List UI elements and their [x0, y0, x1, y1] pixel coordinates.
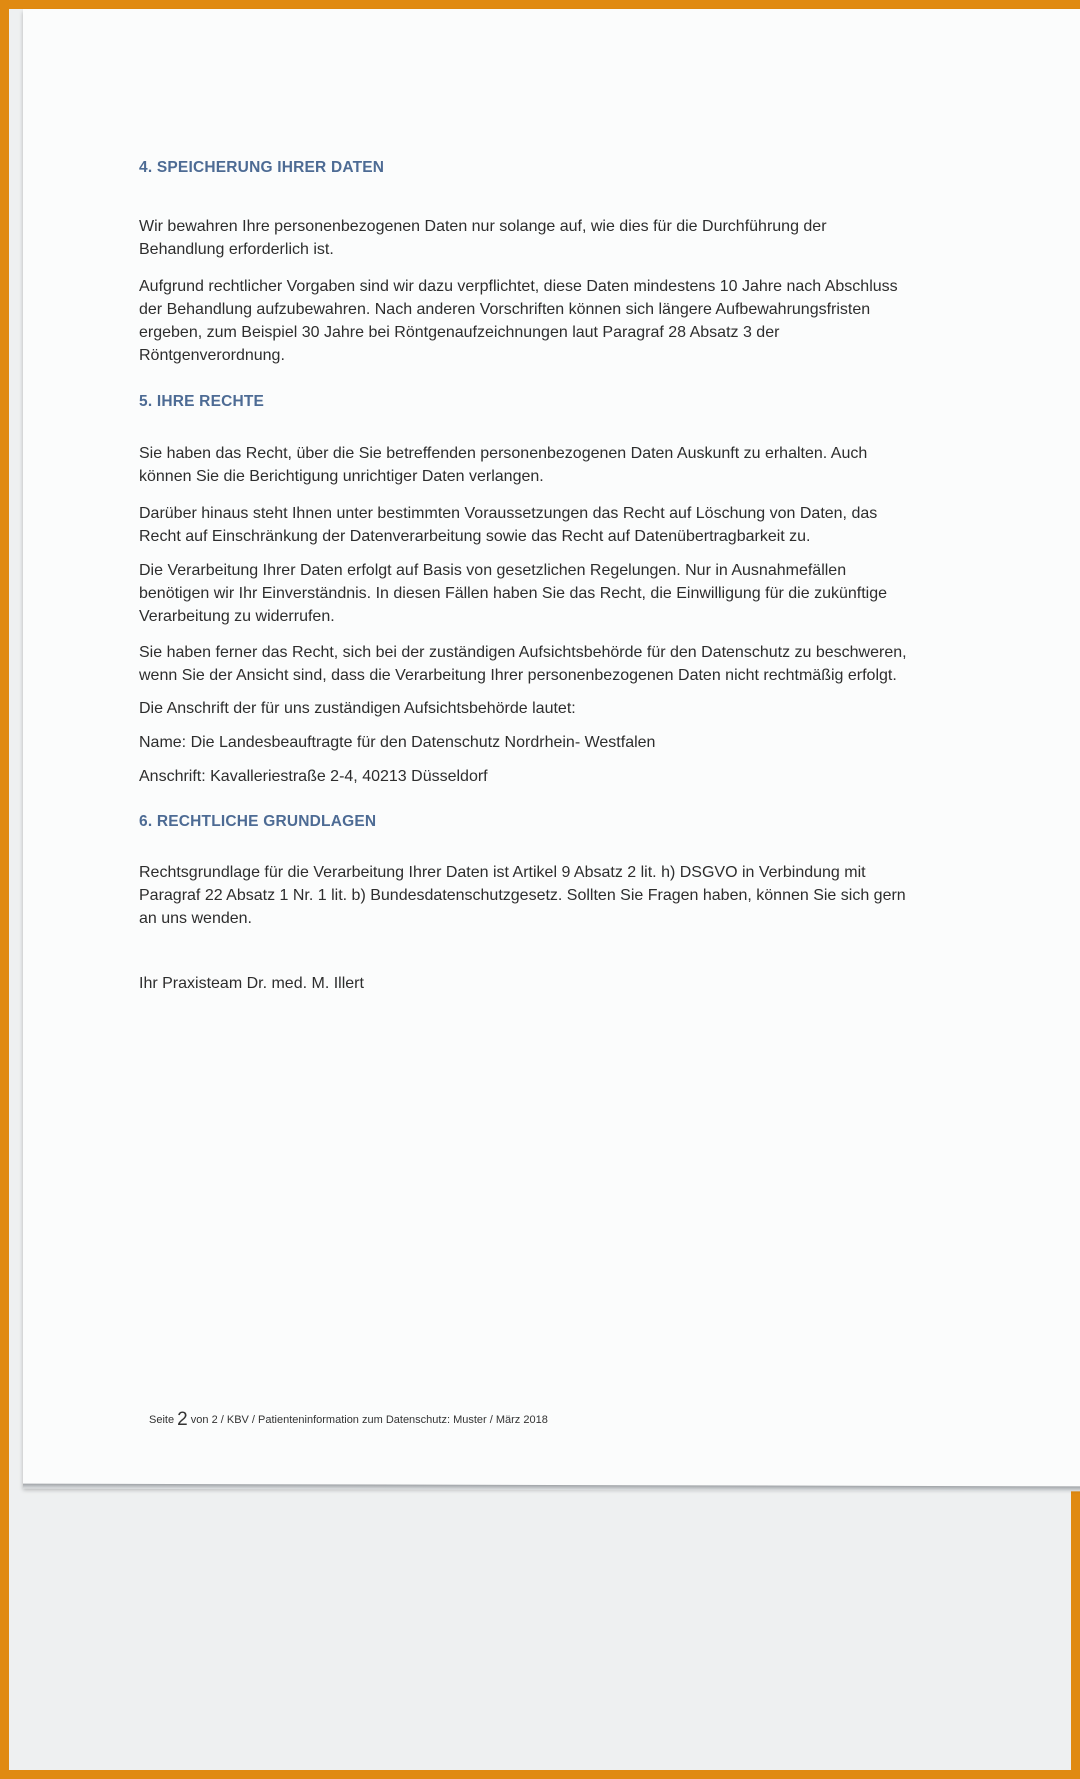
section-5-paragraph-4: Sie haben ferner das Recht, sich bei der zuständigen Aufsichtsbehörde für den Datenschutz zu beschweren, wenn Sie der Ansicht sind, dass die Verarbeitung Ihrer personenbezogenen Daten nicht rechtmäßig erfolgt. — [139, 644, 907, 684]
section-5-paragraph-3: Die Verarbeitung Ihrer Daten erfolgt auf Basis von gesetzlichen Regelungen. Nur in Ausnahmefällen benötigen wir Ihr Einverständnis. In diesen Fällen haben Sie das Recht, die Einwilligung für die zukünftige Verarbeitung zu widerrufen. — [139, 562, 887, 625]
footer-suffix: von 2 / KBV / Patienteninformation zum Datenschutz: Muster / März 2018 — [187, 1414, 548, 1426]
signature-line: Ihr Praxisteam Dr. med. M. Illert — [139, 975, 364, 992]
page-footer — [149, 1409, 548, 1431]
document-page — [23, 9, 1080, 1487]
section-6-paragraph-1: Rechtsgrundlage für die Verarbeitung Ihrer Daten ist Artikel 9 Absatz 2 lit. h) DSGVO in Verbindung mit Paragraf 22 Absatz 1 Nr. 1 lit. b) Bundesdatenschutzgesetz. Sollten Sie Fragen haben, können Sie sich gern an uns wenden. — [139, 864, 906, 927]
footer-prefix: Seite — [149, 1414, 178, 1426]
section-4-paragraph-1: Wir bewahren Ihre personenbezogenen Daten nur solange auf, wie dies für die Durchführung der Behandlung erforderlich ist. — [139, 218, 827, 258]
section-4-heading: 4. SPEICHERUNG IHRER DATEN — [139, 159, 385, 176]
section-5-paragraph-2: Darüber hinaus steht Ihnen unter bestimmten Voraussetzungen das Recht auf Löschung von Daten, das Recht auf Einschränkung der Datenverarbeitung sowie das Recht auf Datenübertragbarkeit zu. — [139, 505, 878, 545]
section-4-paragraph-2: Aufgrund rechtlicher Vorgaben sind wir dazu verpflichtet, diese Daten mindestens 10 Jahre nach Abschluss der Behandlung aufzubewahren. Nach anderen Vorschriften können sich längere Aufbewahrungsfristen ergeben, zum Beispiel 30 Jahre bei Röntgenaufzeichnungen laut Paragraf 28 Absatz 3 der Röntgenverordnung. — [139, 278, 898, 364]
authority-address-line: Anschrift: Kavalleriestraße 2-4, 40213 Düsseldorf — [139, 768, 488, 785]
authority-name-line: Name: Die Landesbeauftragte für den Datenschutz Nordrhein- Westfalen — [139, 734, 656, 751]
section-5-paragraph-1: Sie haben das Recht, über die Sie betreffenden personenbezogenen Daten Auskunft zu erhalten. Auch können Sie die Berichtigung unrichtiger Daten verlangen. — [139, 445, 868, 485]
section-6-heading: 6. RECHTLICHE GRUNDLAGEN — [139, 813, 377, 830]
section-5-heading: 5. IHRE RECHTE — [139, 393, 265, 410]
footer-page-number: 2 — [177, 1409, 188, 1430]
section-5-paragraph-5: Die Anschrift der für uns zuständigen Aufsichtsbehörde lautet: — [139, 700, 576, 717]
